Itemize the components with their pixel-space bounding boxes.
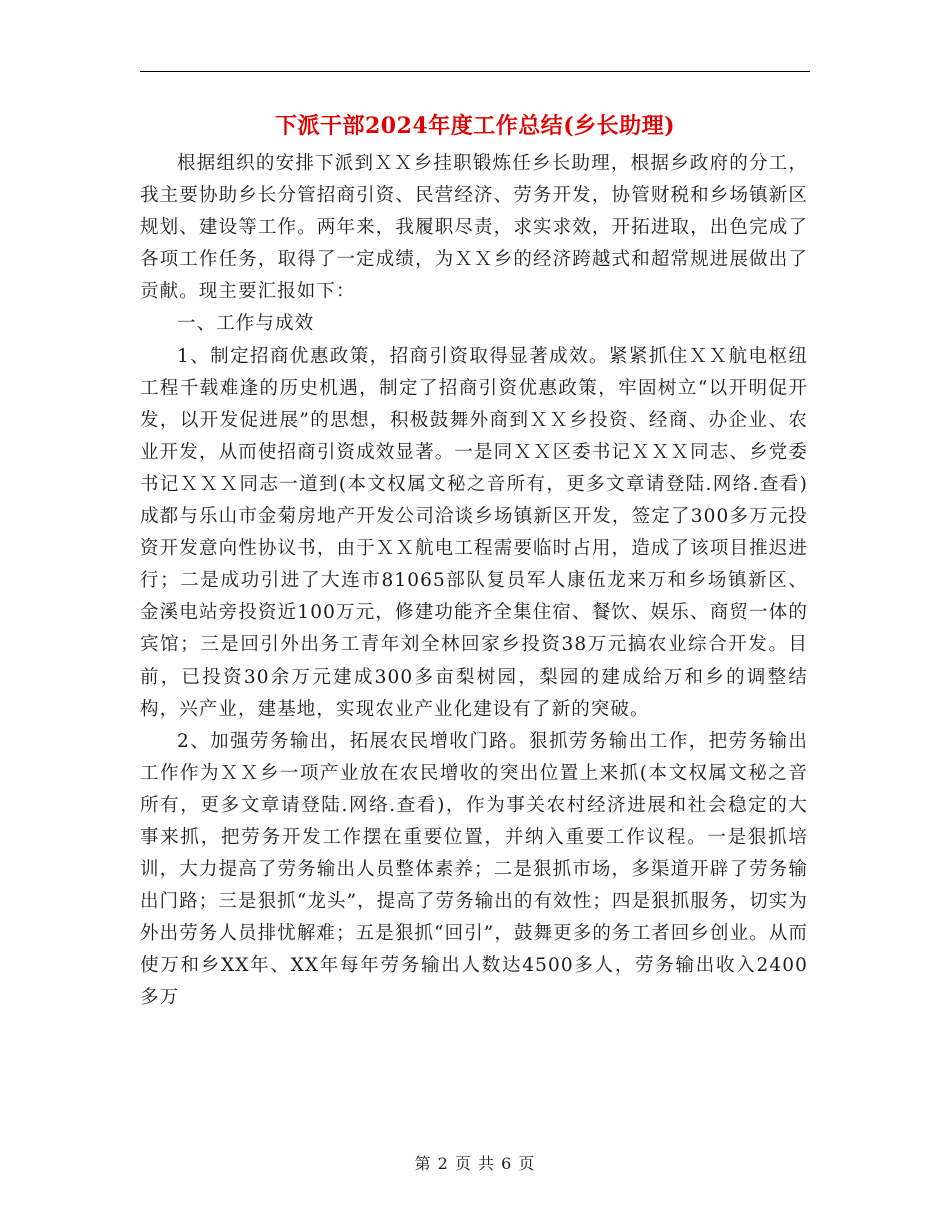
section-heading: 一、工作与成效 bbox=[177, 313, 315, 335]
header-rule bbox=[140, 71, 810, 72]
paragraph-labor-export: 2、加强劳务输出，拓展农民增收门路。狠抓劳务输出工作，把劳务输出工作作为ＸＸ乡一项产业放在农民增收的突出位置上来抓(本文权属文秘之音所有，更多文章请登陆.网络.查看)，作为事关农村经济进展和社会稳定的大事来抓，把劳务开发工作摆在重要位置，并纳入重要工作议程。一是狠抓培训，大力提高了劳务输出人员整体素养；二是狠抓市场，多渠道开辟了劳务输出门路；三是狠抓“龙头”，提高了劳务输出的有效性；四是狠抓服务，切实为外出劳务人员排忧解难；五是狠抓“回引”，鼓舞更多的务工者回乡创业。从而使万和乡XX年、XX年每年劳务输出人数达4500多人，劳务输出收入2400多万 bbox=[140, 730, 808, 1009]
paragraph-intro: 根据组织的安排下派到ＸＸ乡挂职锻炼任乡长助理，根据乡政府的分工，我主要协助乡长分管招商引资、民营经济、劳务开发，协管财税和乡场镇新区规划、建设等工作。两年来，我履职尽责，求实求效，开拓进取，出色完成了各项工作任务，取得了一定成绩，为ＸＸ乡的经济跨越式和超常规进展做出了贡献。现主要汇报如下： bbox=[140, 153, 808, 303]
document-title: 下派干部2024年度工作总结(乡长助理) bbox=[274, 113, 676, 139]
page-number: 第 2 页 共 6 页 bbox=[414, 1154, 536, 1173]
document-body bbox=[140, 148, 808, 1015]
paragraph-investment: 1、制定招商优惠政策，招商引资取得显著成效。紧紧抓住ＸＸ航电枢纽工程千载难逢的历史机遇，制定了招商引资优惠政策，牢固树立“以开明促开发，以开发促进展”的思想，积极鼓舞外商到ＸＸ乡投资、经商、办企业、农业开发，从而使招商引资成效显著。一是同ＸＸ区委书记ＸＸＸ同志、乡党委书记ＸＸＸ同志一道到(本文权属文秘之音所有，更多文章请登陆.网络.查看)成都与乐山市金菊房地产开发公司洽谈乡场镇新区开发，签定了300多万元投资开发意向性协议书，由于ＸＸ航电工程需要临时占用，造成了该项目推迟进行；二是成功引进了大连市81065部队复员军人康伍龙来万和乡场镇新区、金溪电站旁投资近100万元，修建功能齐全集住宿、餐饮、娱乐、商贸一体的宾馆；三是回引外出务工青年刘全林回家乡投资38万元搞农业综合开发。目前，已投资30余万元建成300多亩梨树园，梨园的建成给万和乡的调整结构，兴产业，建基地，实现农业产业化建设有了新的突破。 bbox=[140, 345, 808, 720]
